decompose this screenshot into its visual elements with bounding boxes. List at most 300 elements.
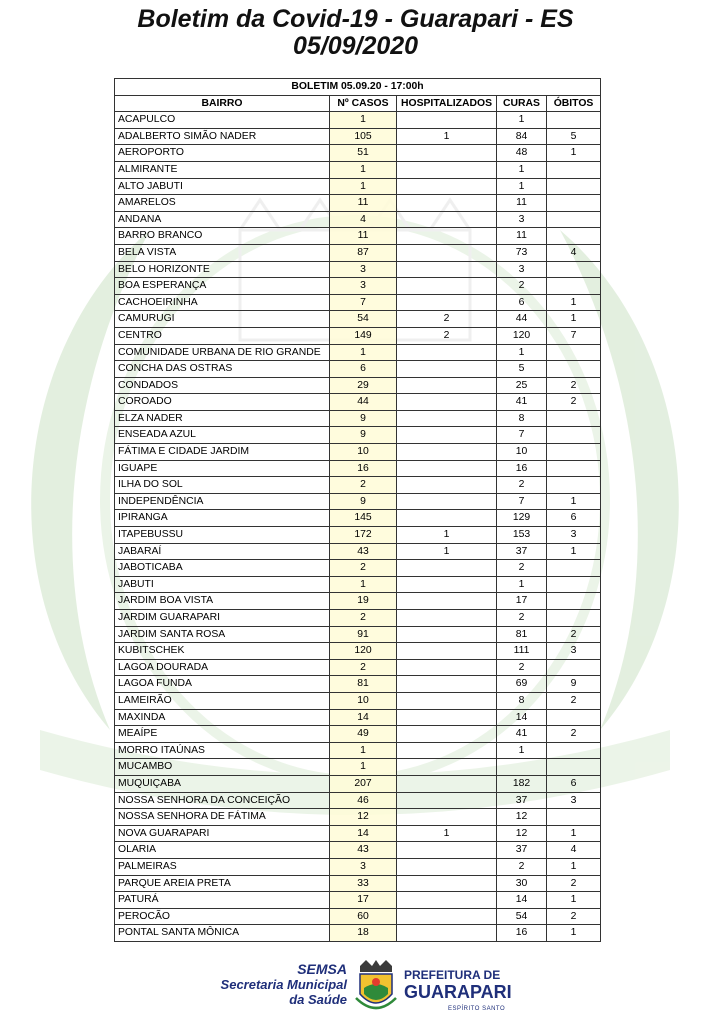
cell-bairro: BOA ESPERANÇA <box>115 278 330 295</box>
table-header-row <box>115 95 601 112</box>
cell-curas: 7 <box>497 427 547 444</box>
table-row <box>115 112 601 129</box>
cell-curas: 2 <box>497 477 547 494</box>
cell-curas: 1 <box>497 344 547 361</box>
cell-curas: 2 <box>497 278 547 295</box>
cell-hospitalizados <box>397 278 497 295</box>
table-row <box>115 278 601 295</box>
cell-casos: 49 <box>330 726 397 743</box>
cell-obitos: 1 <box>547 858 601 875</box>
cell-obitos: 4 <box>547 842 601 859</box>
bulletin-table-container <box>114 78 600 942</box>
cell-hospitalizados <box>397 726 497 743</box>
cell-curas: 37 <box>497 842 547 859</box>
cell-obitos <box>547 211 601 228</box>
cell-curas: 5 <box>497 361 547 378</box>
cell-hospitalizados <box>397 809 497 826</box>
cell-casos: 2 <box>330 560 397 577</box>
cell-bairro: CONDADOS <box>115 377 330 394</box>
semsa-line-3: da Saúde <box>289 992 347 1007</box>
cell-curas: 120 <box>497 327 547 344</box>
cell-obitos: 1 <box>547 892 601 909</box>
cell-casos: 120 <box>330 643 397 660</box>
table-row <box>115 692 601 709</box>
cell-casos: 29 <box>330 377 397 394</box>
table-row <box>115 576 601 593</box>
cell-obitos: 3 <box>547 527 601 544</box>
cell-hospitalizados: 2 <box>397 311 497 328</box>
cell-casos: 9 <box>330 410 397 427</box>
cell-casos: 2 <box>330 477 397 494</box>
cell-bairro: NOSSA SENHORA DE FÁTIMA <box>115 809 330 826</box>
cell-bairro: MORRO ITAÚNAS <box>115 742 330 759</box>
table-row <box>115 311 601 328</box>
cell-curas: 11 <box>497 195 547 212</box>
cell-obitos <box>547 344 601 361</box>
cell-bairro: INDEPENDÊNCIA <box>115 493 330 510</box>
cell-casos: 1 <box>330 178 397 195</box>
cell-hospitalizados <box>397 626 497 643</box>
cell-casos: 6 <box>330 361 397 378</box>
cell-bairro: ALTO JABUTI <box>115 178 330 195</box>
cell-bairro: ACAPULCO <box>115 112 330 129</box>
cell-obitos: 2 <box>547 394 601 411</box>
cell-hospitalizados <box>397 510 497 527</box>
cell-bairro: BELO HORIZONTE <box>115 261 330 278</box>
cell-casos: 3 <box>330 858 397 875</box>
cell-hospitalizados <box>397 294 497 311</box>
cell-casos: 43 <box>330 842 397 859</box>
cell-casos: 54 <box>330 311 397 328</box>
cell-curas: 14 <box>497 892 547 909</box>
cell-hospitalizados <box>397 759 497 776</box>
cell-bairro: COMUNIDADE URBANA DE RIO GRANDE <box>115 344 330 361</box>
cell-obitos <box>547 460 601 477</box>
cell-curas: 3 <box>497 261 547 278</box>
cell-obitos <box>547 261 601 278</box>
table-row <box>115 858 601 875</box>
table-row <box>115 161 601 178</box>
cell-curas: 2 <box>497 858 547 875</box>
cell-obitos: 2 <box>547 875 601 892</box>
cell-casos: 1 <box>330 112 397 129</box>
cell-hospitalizados <box>397 908 497 925</box>
cell-casos: 1 <box>330 759 397 776</box>
cell-bairro: ADALBERTO SIMÃO NADER <box>115 128 330 145</box>
cell-curas: 69 <box>497 676 547 693</box>
cell-curas: 2 <box>497 560 547 577</box>
cell-casos: 87 <box>330 244 397 261</box>
cell-curas: 1 <box>497 742 547 759</box>
table-row <box>115 792 601 809</box>
table-row <box>115 327 601 344</box>
cell-hospitalizados <box>397 576 497 593</box>
cell-obitos: 1 <box>547 145 601 162</box>
cell-bairro: ALMIRANTE <box>115 161 330 178</box>
header-bairro: BAIRRO <box>115 95 330 112</box>
cell-casos: 1 <box>330 161 397 178</box>
cell-hospitalizados <box>397 444 497 461</box>
table-row <box>115 643 601 660</box>
cell-casos: 91 <box>330 626 397 643</box>
cell-curas: 84 <box>497 128 547 145</box>
cell-bairro: IGUAPE <box>115 460 330 477</box>
prefeitura-line-3: ESPÍRITO SANTO <box>448 1006 506 1012</box>
cell-bairro: CONCHA DAS OSTRAS <box>115 361 330 378</box>
cell-bairro: NOVA GUARAPARI <box>115 825 330 842</box>
cell-hospitalizados <box>397 410 497 427</box>
title-line-2: 05/09/2020 <box>292 32 419 60</box>
cell-curas: 44 <box>497 311 547 328</box>
cell-casos: 14 <box>330 709 397 726</box>
cell-curas <box>497 759 547 776</box>
cell-hospitalizados <box>397 875 497 892</box>
table-row <box>115 676 601 693</box>
cell-curas: 182 <box>497 775 547 792</box>
cell-obitos <box>547 161 601 178</box>
cell-casos: 11 <box>330 195 397 212</box>
cell-curas: 11 <box>497 228 547 245</box>
cell-curas: 10 <box>497 444 547 461</box>
cell-bairro: MUCAMBO <box>115 759 330 776</box>
cell-hospitalizados <box>397 493 497 510</box>
cell-bairro: ITAPEBUSSU <box>115 527 330 544</box>
cell-casos: 4 <box>330 211 397 228</box>
cell-obitos: 6 <box>547 775 601 792</box>
cell-hospitalizados <box>397 775 497 792</box>
cell-casos: 12 <box>330 809 397 826</box>
cell-curas: 12 <box>497 825 547 842</box>
cell-curas: 3 <box>497 211 547 228</box>
cell-curas: 8 <box>497 410 547 427</box>
cell-obitos: 1 <box>547 311 601 328</box>
table-row <box>115 742 601 759</box>
table-row <box>115 244 601 261</box>
table-row <box>115 145 601 162</box>
table-row <box>115 261 601 278</box>
cell-curas: 2 <box>497 659 547 676</box>
cell-hospitalizados <box>397 593 497 610</box>
cell-obitos <box>547 444 601 461</box>
cell-hospitalizados <box>397 560 497 577</box>
cell-hospitalizados <box>397 742 497 759</box>
cell-curas: 25 <box>497 377 547 394</box>
cell-hospitalizados <box>397 228 497 245</box>
cell-casos: 3 <box>330 278 397 295</box>
table-row <box>115 908 601 925</box>
cell-curas: 37 <box>497 792 547 809</box>
cell-bairro: BARRO BRANCO <box>115 228 330 245</box>
cell-curas: 12 <box>497 809 547 826</box>
cell-obitos <box>547 410 601 427</box>
cell-obitos: 7 <box>547 327 601 344</box>
cell-casos: 2 <box>330 610 397 627</box>
cell-hospitalizados <box>397 692 497 709</box>
table-caption: BOLETIM 05.09.20 - 17:00h <box>115 79 601 96</box>
table-row <box>115 659 601 676</box>
cell-casos: 10 <box>330 692 397 709</box>
prefeitura-line-2: GUARAPARI <box>404 982 512 1002</box>
table-row <box>115 394 601 411</box>
semsa-line-2: Secretaria Municipal <box>220 977 347 992</box>
cell-casos: 11 <box>330 228 397 245</box>
table-row <box>115 709 601 726</box>
table-row <box>115 477 601 494</box>
cell-hospitalizados <box>397 211 497 228</box>
cell-hospitalizados <box>397 925 497 942</box>
cell-hospitalizados: 1 <box>397 128 497 145</box>
cell-obitos: 1 <box>547 543 601 560</box>
cell-hospitalizados <box>397 477 497 494</box>
cell-obitos: 1 <box>547 825 601 842</box>
cell-bairro: ELZA NADER <box>115 410 330 427</box>
cell-obitos <box>547 228 601 245</box>
cell-hospitalizados: 1 <box>397 825 497 842</box>
cell-obitos: 2 <box>547 626 601 643</box>
cell-curas: 37 <box>497 543 547 560</box>
cell-curas: 41 <box>497 726 547 743</box>
table-body <box>115 112 601 942</box>
cell-casos: 1 <box>330 576 397 593</box>
semsa-logo <box>221 962 347 1007</box>
table-row <box>115 809 601 826</box>
cell-casos: 16 <box>330 460 397 477</box>
table-row <box>115 361 601 378</box>
cell-hospitalizados <box>397 377 497 394</box>
cell-casos: 33 <box>330 875 397 892</box>
prefeitura-line-1: PREFEITURA DE <box>404 968 501 982</box>
cell-curas: 16 <box>497 460 547 477</box>
cell-obitos <box>547 560 601 577</box>
cell-casos: 43 <box>330 543 397 560</box>
cell-bairro: LAGOA FUNDA <box>115 676 330 693</box>
cell-obitos <box>547 659 601 676</box>
cell-hospitalizados <box>397 643 497 660</box>
header-curas: CURAS <box>497 95 547 112</box>
guarapari-crest-icon <box>354 958 398 1014</box>
cell-curas: 73 <box>497 244 547 261</box>
cell-bairro: LAGOA DOURADA <box>115 659 330 676</box>
title-line-1: Boletim da Covid-19 - Guarapari - ES <box>137 5 574 33</box>
table-row <box>115 178 601 195</box>
table-row <box>115 759 601 776</box>
cell-curas: 16 <box>497 925 547 942</box>
cell-casos: 14 <box>330 825 397 842</box>
cell-obitos: 2 <box>547 692 601 709</box>
cell-casos: 105 <box>330 128 397 145</box>
cell-hospitalizados <box>397 659 497 676</box>
cell-hospitalizados <box>397 112 497 129</box>
cell-hospitalizados <box>397 427 497 444</box>
cell-casos: 207 <box>330 775 397 792</box>
cell-obitos: 9 <box>547 676 601 693</box>
cell-hospitalizados <box>397 676 497 693</box>
table-row <box>115 427 601 444</box>
table-row <box>115 726 601 743</box>
cell-obitos <box>547 809 601 826</box>
cell-casos: 60 <box>330 908 397 925</box>
table-row <box>115 825 601 842</box>
cell-bairro: IPIRANGA <box>115 510 330 527</box>
cell-obitos: 2 <box>547 908 601 925</box>
footer <box>0 958 711 1018</box>
cell-obitos <box>547 195 601 212</box>
cell-bairro: PONTAL SANTA MÔNICA <box>115 925 330 942</box>
table-row <box>115 460 601 477</box>
cell-obitos <box>547 178 601 195</box>
cell-hospitalizados <box>397 610 497 627</box>
table-row <box>115 560 601 577</box>
cell-obitos: 1 <box>547 294 601 311</box>
table-row <box>115 344 601 361</box>
cell-casos: 7 <box>330 294 397 311</box>
cell-casos: 3 <box>330 261 397 278</box>
cell-obitos <box>547 576 601 593</box>
table-row <box>115 626 601 643</box>
cell-obitos <box>547 112 601 129</box>
table-row <box>115 527 601 544</box>
table-row <box>115 195 601 212</box>
cell-obitos: 2 <box>547 377 601 394</box>
cell-casos: 18 <box>330 925 397 942</box>
table-row <box>115 510 601 527</box>
cell-bairro: JABUTI <box>115 576 330 593</box>
cell-obitos <box>547 278 601 295</box>
cell-hospitalizados <box>397 145 497 162</box>
cell-bairro: NOSSA SENHORA DA CONCEIÇÃO <box>115 792 330 809</box>
cell-bairro: CAMURUGI <box>115 311 330 328</box>
cell-hospitalizados <box>397 858 497 875</box>
cell-casos: 19 <box>330 593 397 610</box>
cell-obitos <box>547 610 601 627</box>
cell-obitos: 5 <box>547 128 601 145</box>
cell-bairro: ILHA DO SOL <box>115 477 330 494</box>
cell-casos: 172 <box>330 527 397 544</box>
cell-bairro: JARDIM SANTA ROSA <box>115 626 330 643</box>
cell-bairro: JARDIM GUARAPARI <box>115 610 330 627</box>
table-row <box>115 493 601 510</box>
cell-obitos: 1 <box>547 925 601 942</box>
cell-obitos <box>547 477 601 494</box>
table-row <box>115 892 601 909</box>
cell-casos: 17 <box>330 892 397 909</box>
cell-hospitalizados: 1 <box>397 527 497 544</box>
table-row <box>115 875 601 892</box>
cell-bairro: PEROCÃO <box>115 908 330 925</box>
cell-casos: 149 <box>330 327 397 344</box>
cell-hospitalizados: 2 <box>397 327 497 344</box>
cell-hospitalizados <box>397 892 497 909</box>
cell-curas: 81 <box>497 626 547 643</box>
cell-obitos <box>547 593 601 610</box>
table-row <box>115 925 601 942</box>
cell-curas: 30 <box>497 875 547 892</box>
cell-hospitalizados <box>397 244 497 261</box>
semsa-name: SEMSA <box>297 961 347 977</box>
cell-curas: 54 <box>497 908 547 925</box>
cell-bairro: FÁTIMA E CIDADE JARDIM <box>115 444 330 461</box>
cell-bairro: MUQUIÇABA <box>115 775 330 792</box>
cell-bairro: MAXINDA <box>115 709 330 726</box>
cell-hospitalizados <box>397 709 497 726</box>
cell-bairro: PATURÁ <box>115 892 330 909</box>
cell-bairro: PARQUE AREIA PRETA <box>115 875 330 892</box>
table-row <box>115 775 601 792</box>
table-row <box>115 593 601 610</box>
table-row <box>115 610 601 627</box>
cell-hospitalizados <box>397 792 497 809</box>
cell-bairro: ANDANA <box>115 211 330 228</box>
cell-casos: 1 <box>330 344 397 361</box>
cell-bairro: ENSEADA AZUL <box>115 427 330 444</box>
cell-obitos: 1 <box>547 493 601 510</box>
cell-hospitalizados <box>397 460 497 477</box>
cell-hospitalizados <box>397 361 497 378</box>
cell-curas: 111 <box>497 643 547 660</box>
cell-obitos <box>547 361 601 378</box>
bulletin-table <box>114 78 601 942</box>
cell-hospitalizados: 1 <box>397 543 497 560</box>
cell-bairro: CACHOEIRINHA <box>115 294 330 311</box>
prefeitura-logo <box>404 968 512 1016</box>
cell-bairro: KUBITSCHEK <box>115 643 330 660</box>
header-hospitalizados: HOSPITALIZADOS <box>397 95 497 112</box>
table-row <box>115 377 601 394</box>
cell-casos: 81 <box>330 676 397 693</box>
cell-obitos: 3 <box>547 792 601 809</box>
cell-bairro: CENTRO <box>115 327 330 344</box>
cell-casos: 2 <box>330 659 397 676</box>
table-row <box>115 294 601 311</box>
cell-bairro: JABARAÍ <box>115 543 330 560</box>
cell-bairro: AMARELOS <box>115 195 330 212</box>
cell-obitos <box>547 709 601 726</box>
cell-casos: 1 <box>330 742 397 759</box>
cell-hospitalizados <box>397 178 497 195</box>
cell-curas: 6 <box>497 294 547 311</box>
cell-curas: 2 <box>497 610 547 627</box>
cell-bairro: COROADO <box>115 394 330 411</box>
table-row <box>115 842 601 859</box>
cell-hospitalizados <box>397 394 497 411</box>
cell-bairro: LAMEIRÃO <box>115 692 330 709</box>
cell-curas: 7 <box>497 493 547 510</box>
cell-casos: 44 <box>330 394 397 411</box>
cell-obitos <box>547 427 601 444</box>
cell-casos: 46 <box>330 792 397 809</box>
cell-curas: 8 <box>497 692 547 709</box>
cell-hospitalizados <box>397 261 497 278</box>
cell-curas: 1 <box>497 112 547 129</box>
cell-obitos: 6 <box>547 510 601 527</box>
cell-curas: 48 <box>497 145 547 162</box>
header-casos: Nº CASOS <box>330 95 397 112</box>
cell-casos: 9 <box>330 427 397 444</box>
cell-bairro: JARDIM BOA VISTA <box>115 593 330 610</box>
table-row <box>115 128 601 145</box>
cell-hospitalizados <box>397 842 497 859</box>
cell-casos: 10 <box>330 444 397 461</box>
cell-curas: 14 <box>497 709 547 726</box>
cell-obitos <box>547 742 601 759</box>
cell-obitos: 3 <box>547 643 601 660</box>
cell-curas: 1 <box>497 178 547 195</box>
cell-bairro: BELA VISTA <box>115 244 330 261</box>
cell-curas: 129 <box>497 510 547 527</box>
cell-obitos: 2 <box>547 726 601 743</box>
cell-casos: 9 <box>330 493 397 510</box>
cell-curas: 17 <box>497 593 547 610</box>
